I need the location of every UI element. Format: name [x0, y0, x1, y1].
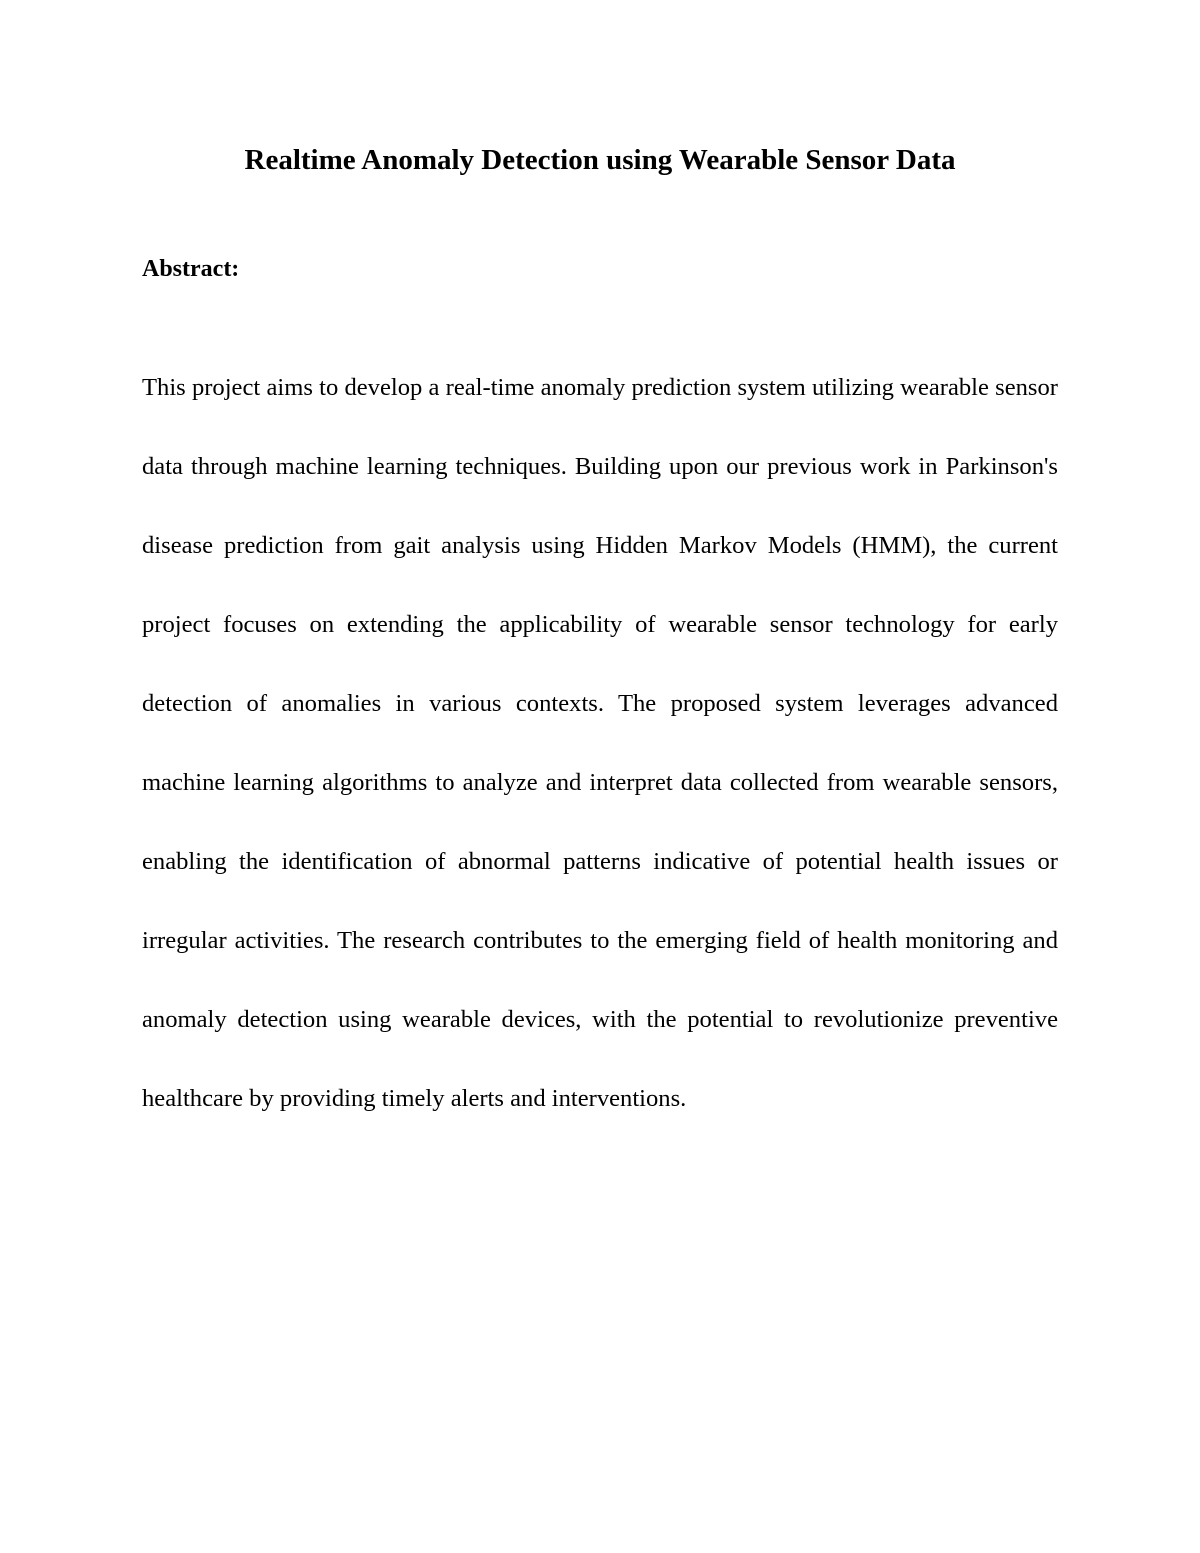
abstract-paragraph: This project aims to develop a real-time anomaly prediction system utilizing wearable sensor data through machine learning techniques. Building upon our previous work in Parkinson's disease prediction from gait analysis using Hidden Markov Models (HMM), the current project focuses on extending the applicability of wearable sensor technology for early detection of anomalies in various contexts. The proposed system leverages advanced machine learning algorithms to analyze and interpret data collected from wearable sensors, enabling the identification of abnormal patterns indicative of potential health issues or irregular activities. The research contributes to the emerging field of health monitoring and anomaly detection using wearable devices, with the potential to revolutionize preventive healthcare by providing timely alerts and interventions.: [142, 374, 1058, 1112]
abstract-heading: Abstract:: [142, 256, 240, 282]
document-title: Realtime Anomaly Detection using Wearable Sensor Data: [244, 144, 956, 176]
